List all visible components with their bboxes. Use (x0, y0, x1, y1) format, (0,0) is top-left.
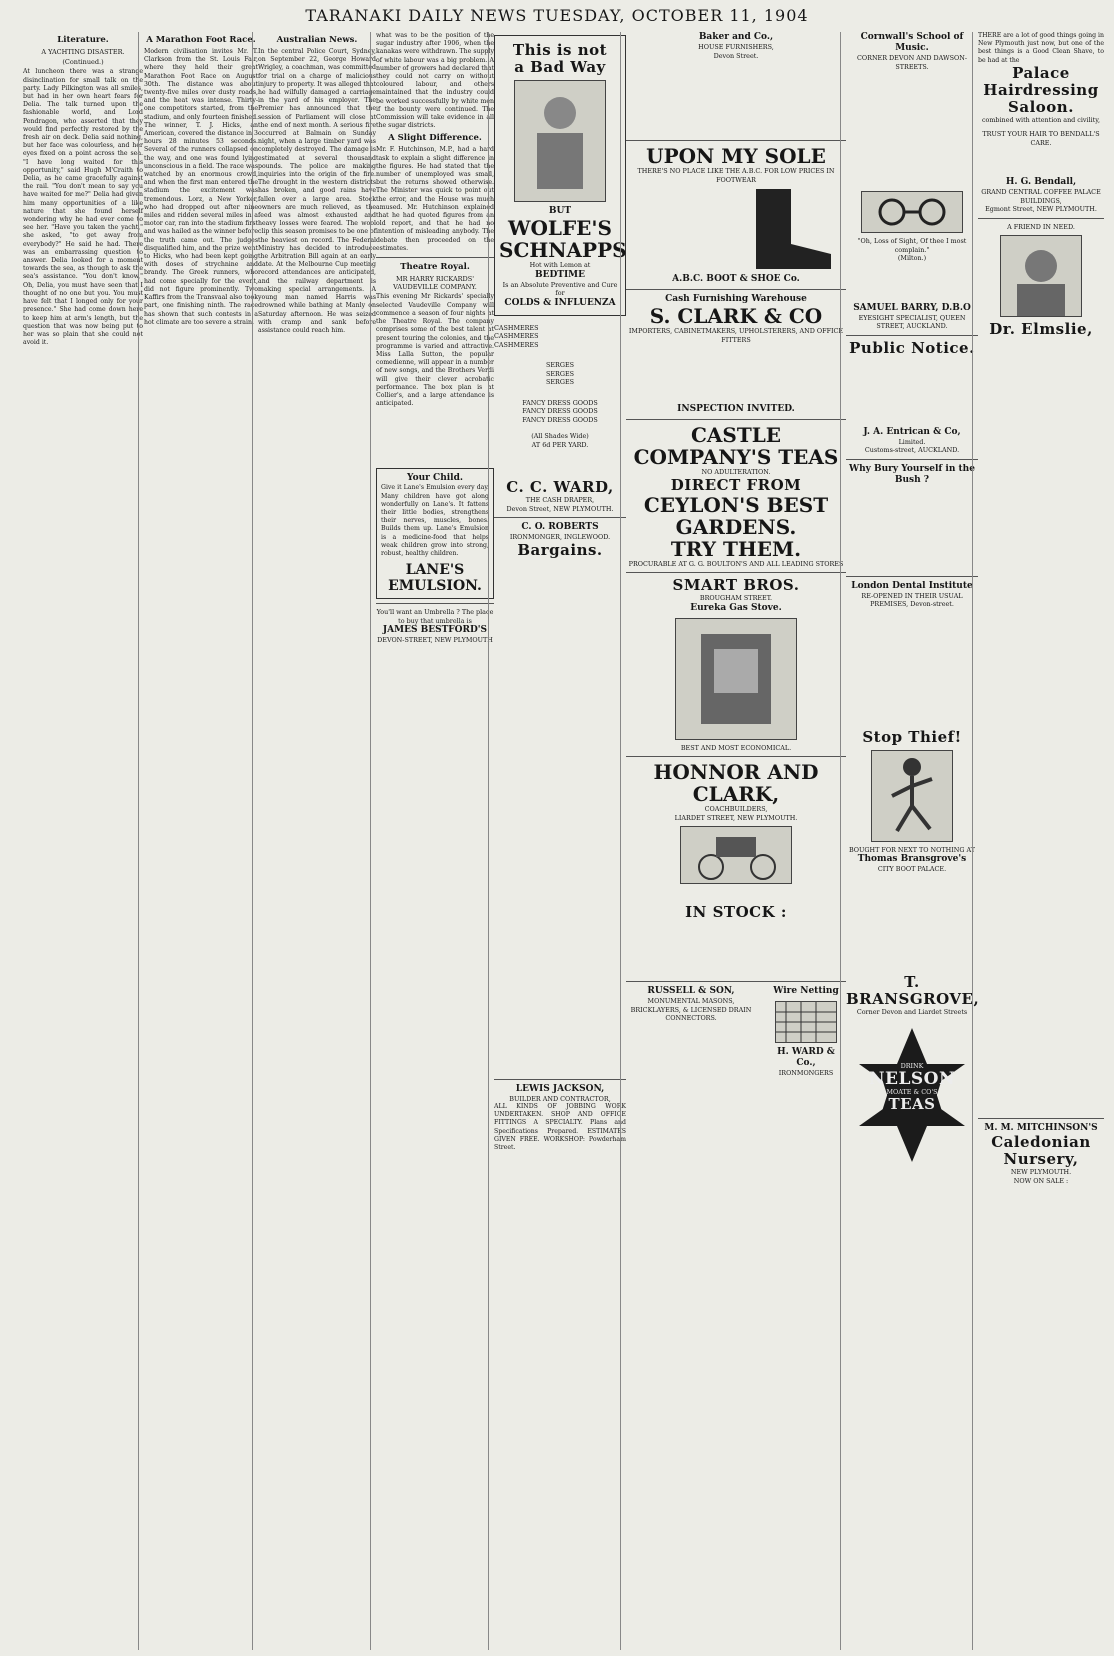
divider (846, 459, 978, 460)
dental-sub: RE-OPENED IN THEIR USUAL PREMISES, Devon-street. (861, 591, 963, 608)
column-ads-right (840, 32, 983, 1650)
smart-title: SMART BROS. (672, 576, 800, 594)
sale: NOW ON SALE : (1013, 1176, 1069, 1185)
sick-man-illustration (514, 80, 606, 202)
palace-sub: combined with attention and civility, (981, 115, 1101, 124)
stove-illustration (675, 618, 797, 740)
palace-title: Palace Hairdressing Saloon. (983, 63, 1099, 116)
eye-glasses-icon (862, 192, 962, 232)
sight-title: "Oh, Loss of Sight, Of thee I most complain." (857, 237, 967, 254)
baker-sub: HOUSE FURNISHERS, (698, 43, 774, 51)
bransgrove-sub: CITY BOOT PALACE. (877, 865, 947, 873)
schnapps-line2: a Bad Way (514, 58, 606, 76)
nelson-co: MOATE & CO'S (886, 1087, 938, 1096)
honnor-addr: LIARDET STREET, NEW PLYMOUTH. (674, 813, 798, 822)
wolfes-schnapps-ad (494, 35, 626, 316)
divider (846, 576, 978, 577)
shades: (All Shades Wide) (531, 432, 589, 440)
australian-body: In the central Police Court, Sydney, on September 22, George Howard Wrigley, a coachman, was committed for trial on a charge of malicious injury to property. It was alleged that he had wilfully damaged a carriage in the yard of his employer. The Premier has announced that the session of Parliament will close at the end of next month. A serious fire occurred at Balmain on Sunday night, when a large timber yard was completely destroyed. The damage is estimated at several thousand pounds. The police are making inquiries into the origin of the fire. The drought in the western districts has broken, and good rains have fallen over a large area. Stock owners are much relieved, as the feed was almost exhausted and heavy losses were feared. The wool clip this season promises to be one of the heaviest on record. The Federal Ministry has decided to introduce the Arbitration Bill again at an early date. At the Melbourne Cup meeting record attendances are anticipated, and the railway department is making special arrangements. A young man named Harris was drowned while bathing at Manly on Saturday afternoon. He was seized with cramp and sank before assistance could reach him. (258, 48, 376, 334)
lewis-sub: BUILDER AND CONTRACTOR, (509, 1094, 611, 1103)
divider (626, 289, 846, 290)
school-title: Cornwall's School of Music. (860, 32, 964, 53)
divider (494, 517, 626, 518)
barry-sub: EYESIGHT SPECIALIST, QUEEN STREET, AUCKLAND. (858, 313, 966, 330)
your-child-body: Give it Lane's Emulsion every day. Many children have got along wonderfully on Lane's. It fattens their little bodies, strengthens their nerves, muscles, bones. Builds them up. Lane's Emulsion is a medicine-food that helps weak children grow into strong, robust, healthy children. (381, 484, 489, 557)
fancy-line: FANCY DRESS GOODS (522, 398, 598, 407)
sugar-body: what was to be the position of the sugar industry after 1906, when the kanakas were withdrawn. The supply of white labour was a big problem. A number of growers had declared that they could not carry on without coloured labour, and others maintained that the industry could be worked successfully by white men if the bounty were continued. The Commission will take evidence in all the sugar districts. (376, 32, 494, 130)
netting-illustration (775, 1001, 837, 1043)
eureka-title: Eureka Gas Stove. (690, 602, 782, 613)
cashmere-line: CASHMERES (494, 332, 539, 340)
umbrella-text: You'll want an Umbrella ? The place to buy that umbrella is (376, 608, 494, 625)
lewis-body: ALL KINDS OF JOBBING WORK UNDERTAKEN. SHOP AND OFFICE FITTINGS A SPECIALTY. Plans and Specifications Prepared. ESTIMATES GIVEN FREE. WORKSHOP: Powderham Street. (494, 1103, 626, 1152)
sight-author: (Milton.) (897, 254, 927, 262)
column-ads-far-right (972, 32, 1109, 1650)
russell-name: RUSSELL & SON, (647, 986, 735, 996)
divider (846, 335, 978, 336)
barry-name: SAMUEL BARRY, D.B.O (853, 302, 971, 313)
trust: TRUST YOUR HAIR TO BENDALL'S CARE. (982, 130, 1100, 147)
slight-difference-heading: A Slight Difference. (388, 133, 482, 144)
bestford-address: DEVON-STREET, NEW PLYMOUTH (377, 636, 493, 645)
mitchinson-title: M. M. MITCHINSON'S (984, 1123, 1098, 1134)
notice-title: Public Notice. (849, 338, 975, 357)
cashmere-line: CASHMERES (494, 340, 539, 349)
nelson-teas: TEAS (888, 1095, 936, 1113)
bendall-sub: GRAND CENTRAL COFFEE PALACE BUILDINGS, (981, 188, 1101, 205)
baker-name: Baker and Co., (698, 32, 774, 42)
bransgrove-big: T. BRANSGROVE, (846, 972, 980, 1008)
doctor-portrait (1000, 235, 1082, 317)
lewis-name: LEWIS JACKSON, (515, 1083, 605, 1094)
honnor-title: HONNOR AND CLARK, (653, 760, 819, 806)
abc-company: A.B.C. BOOT & SHOE Co. (672, 274, 800, 284)
castle-direct: DIRECT FROM (670, 475, 802, 494)
nelson-text (857, 1062, 967, 1113)
divider (978, 1118, 1104, 1119)
fancy-line: FANCY DRESS GOODS (522, 407, 598, 415)
theatre-subheading: MR HARRY RICKARDS' VAUDEVILLE COMPANY. (393, 275, 477, 292)
bransgrove-title: Thomas Bransgrove's (857, 854, 967, 864)
bottom-ads (626, 986, 846, 1078)
column-ads-left (488, 32, 631, 1650)
cash-title: Cash Furnishing Warehouse (665, 294, 807, 304)
russell-sub: MONUMENTAL MASONS, BRICKLAYERS, & LICENSED DRAIN CONNECTORS. (630, 997, 752, 1022)
bestford-name: JAMES BESTFORD'S (382, 625, 488, 636)
your-child-title: Your Child. (406, 473, 464, 484)
column-literature (18, 32, 148, 1650)
honnor-sub: COACHBUILDERS, (704, 805, 768, 813)
theatre-heading: Theatre Royal. (400, 262, 470, 273)
fancy-goods (494, 399, 626, 425)
bransgrove-addr: Corner Devon and Liardet Streets (856, 1007, 968, 1016)
stop-thief: Stop Thief! (862, 727, 962, 746)
column-australian-news (252, 32, 381, 1650)
masthead (0, 0, 1114, 28)
dental-title: London Dental Institute (851, 580, 973, 591)
carriage-illustration (680, 826, 792, 884)
literature-continued: (Continued.) (62, 58, 104, 67)
divider (494, 1079, 626, 1080)
divider (376, 257, 494, 258)
clark-sub: IMPORTERS, CABINETMAKERS, UPHOLSTERERS, AND OFFICE FITTERS (628, 327, 844, 344)
fancy-line: FANCY DRESS GOODS (522, 415, 598, 424)
schnapps-line1: This is not (512, 41, 608, 59)
cashmere-line: CASHMERES (494, 323, 539, 332)
divider (626, 572, 846, 573)
castle-procurable: PROCURABLE AT G. G. BOULTON'S AND ALL LEADING STORES (628, 559, 844, 568)
mitchinson-sub: Caledonian Nursery, (991, 1133, 1091, 1169)
serges-line: SERGES (545, 361, 574, 369)
columns (18, 32, 1104, 1650)
price: AT 6d PER YARD. (531, 440, 589, 449)
running-man-icon (872, 751, 952, 841)
marathon-body: Modern civilisation invites Mr. T. Clarkson from the St. Louis Fair, where they held their great Marathon Foot Race on August 30th. The distance was about twenty-five miles over dusty roads, and the heat was intense. Thirty-one competitors started, from the stadium, and only fourteen finished. The winner, T. J. Hicks, an American, covered the distance in 3 hours 28 minutes 53 seconds. Several of the runners collapsed on the way, and one was found lying unconscious in a field. The race was watched by an enormous crowd, and when the first man entered the stadium the excitement was tremendous. Lorz, a New Yorker, who had dropped out after nine miles and ridden several miles in a motor car, ran into the stadium first and was hailed as the winner before the truth came out. The judges disqualified him, and the prize went to Hicks, who had been kept going with doses of strychnine and brandy. The Greek runners, who had come specially for the event, did not figure prominently. Two Kaffirs from the Transvaal also took part, one finishing ninth. The race has shown that such contests in a hot climate are too severe a strain. (144, 48, 258, 326)
entrican-sub: Limited. (898, 437, 926, 446)
bendall-addr: Egmont Street, NEW PLYMOUTH. (985, 205, 1097, 214)
nelson-teas-ad (857, 1024, 967, 1164)
theatre-body: This evening Mr Rickards' specially selected Vaudeville Company will commence a season of four nights at the Theatre Royal. The company comprises some of the best talent at present touring the colonies, and the programme is varied and attractive. Miss Lalla Sutton, the popular comedienne, will appear in a number of new songs, and the Brothers Verdi will give their clever acrobatic performance. The box plan is at Collier's, and a large attendance is anticipated. (376, 293, 494, 408)
schnapps-but: BUT (548, 206, 572, 216)
nelson-brand: NELSON (868, 1068, 956, 1089)
elmslie-name: Dr. Elmslie, (989, 320, 1093, 339)
boot-illustration (626, 184, 846, 274)
schnapps-sub: Hot with Lemon at (529, 261, 591, 269)
roberts-name: C. O. ROBERTS (521, 522, 599, 532)
ward-sub: IRONMONGERS (778, 1069, 834, 1077)
wire-ad (766, 986, 846, 1078)
castle-ceylon: CEYLON'S BEST GARDENS. (643, 492, 829, 539)
doctor-portrait-icon (1001, 236, 1081, 316)
entrican-addr: Customs-street, AUCKLAND. (864, 446, 960, 454)
schnapps-remedy: Is an Absolute Preventive and Cure for (502, 280, 618, 297)
serges (494, 361, 626, 387)
schnapps-colds: COLDS & INFLUENZA (504, 297, 616, 308)
column-marathon (138, 32, 263, 1650)
palace-intro: THERE are a lot of good things going in New Plymouth just now, but one of the best things is a Good Clean Shave, to be had at the (978, 32, 1104, 64)
roberts-sub: IRONMONGER, INGLEWOOD. (509, 533, 611, 541)
clark-name: S. CLARK & CO (649, 304, 823, 328)
sole-title: UPON MY SOLE (646, 144, 826, 168)
divider (626, 140, 846, 141)
masthead-title: TARANAKI DAILY NEWS TUESDAY, OCTOBER 11, 1904 (305, 6, 809, 25)
nelson-drink: DRINK (900, 1062, 924, 1070)
castle-title: CASTLE COMPANY'S TEAS (633, 423, 839, 469)
running-man-illustration (871, 750, 953, 842)
baker-addr: Devon Street. (713, 51, 759, 60)
eye-glasses-illustration (861, 191, 963, 233)
in-stock: IN STOCK : (685, 903, 787, 921)
stove-caption: BEST AND MOST ECONOMICAL. (680, 743, 792, 752)
slight-difference-body: Mr. F. Hutchinson, M.P., had a hard task to explain a slight difference in the figures. He had stated that the number of unemployed was small, but the returns showed otherwise. The Minister was quick to point out the error, and the House was much amused. Mr. Hutchinson explained that he had quoted figures from an old report, and that he had no intention of misleading anybody. The debate then proceeded on the estimates. (376, 146, 494, 252)
cashmeres (494, 324, 626, 350)
ward-name: H. WARD & Co., (777, 1047, 835, 1068)
lanes-emulsion-brand: LANE'S EMULSION. (388, 562, 482, 595)
lanes-emulsion-ad (376, 468, 494, 599)
bush-title: Why Bury Yourself in the Bush ? (849, 463, 975, 485)
divider (978, 218, 1104, 219)
marathon-heading: A Marathon Foot Race. (146, 35, 256, 45)
column-news-ads (370, 32, 499, 1650)
bargains: Bargains. (517, 540, 603, 559)
literature-heading: Literature. (57, 35, 109, 45)
school-sub: CORNER DEVON AND DAWSON-STREETS. (857, 54, 967, 71)
ward-sub: THE CASH DRAPER, (525, 496, 595, 504)
inspection: INSPECTION INVITED. (677, 404, 795, 414)
sole-sub: THERE'S NO PLACE LIKE THE A.B.C. FOR LOW PRICES IN FOOTWEAR (637, 167, 835, 184)
bransgrove-line: BOUGHT FOR NEXT TO NOTHING AT (848, 845, 975, 854)
netting-icon (776, 1002, 836, 1042)
literature-subheading: A YACHTING DISASTER. (41, 48, 125, 56)
castle-sub: NO ADULTERATION. (701, 468, 771, 476)
boot-icon (736, 184, 836, 274)
literature-body: At luncheon there was a strange disinclination for small talk on the party. Lady Pilkington was all smiles, but had in her own heart fears for Delia. The talk turned upon the fashionable world, and Lord Pendragon, who asserted that they would find perfectly restored by the fresh air on deck. Delia said nothing, but her face was colourless, and her eyes fixed on a point across the sea. "I have long waited for this opportunity," said Hugh M'Craith to Delia, as he came gracefully against the rail. "You don't mean to say you have waited for me?" Delia had given him many opportunities of a like nature that she found herself wondering why he had ever come to see her. "Have you taken the yacht," she asked, "to get away from everybody?" He said he had. There was an embarrassing question to answer. Delia looked for a moment towards the sea, as though to ask the sea's assistance. "You don't know," Oh, Delia, you must have seen that I thought of no one but you. You must have felt that I longed only for your presence." She had come down here to keep him at arm's length, but the question that was now being put to her was so plain that she could not avoid it. (23, 68, 143, 347)
bendall-name: H. G. Bendall, (1005, 177, 1077, 188)
castle-try: TRY THEM. (670, 536, 802, 561)
sick-man-icon (515, 81, 605, 201)
russell-ad (626, 986, 756, 1078)
stove-icon (676, 619, 796, 739)
divider (626, 981, 846, 982)
divider (376, 603, 494, 604)
schnapps-bedtime: BEDTIME (534, 269, 585, 280)
friend: A FRIEND IN NEED. (1007, 222, 1075, 231)
divider (626, 756, 846, 757)
serges-line: SERGES (545, 369, 574, 378)
wire-title: Wire Netting (773, 986, 839, 996)
schnapps-brand: WOLFE'S SCHNAPPS (499, 216, 627, 262)
divider (626, 419, 846, 420)
serges-line: SERGES (545, 378, 574, 386)
entrican-name: J. A. Entrican & Co, (863, 426, 961, 437)
carriage-icon (681, 827, 791, 883)
ward-name: C. C. WARD, (506, 478, 614, 496)
mitchinson-addr: NEW PLYMOUTH. (1010, 1168, 1072, 1177)
column-ads-center (620, 32, 851, 1650)
ward-addr: Devon Street, NEW PLYMOUTH. (506, 504, 614, 513)
australian-heading: Australian News. (276, 35, 358, 45)
smart-sub: BROUGHAM STREET. (699, 594, 773, 602)
